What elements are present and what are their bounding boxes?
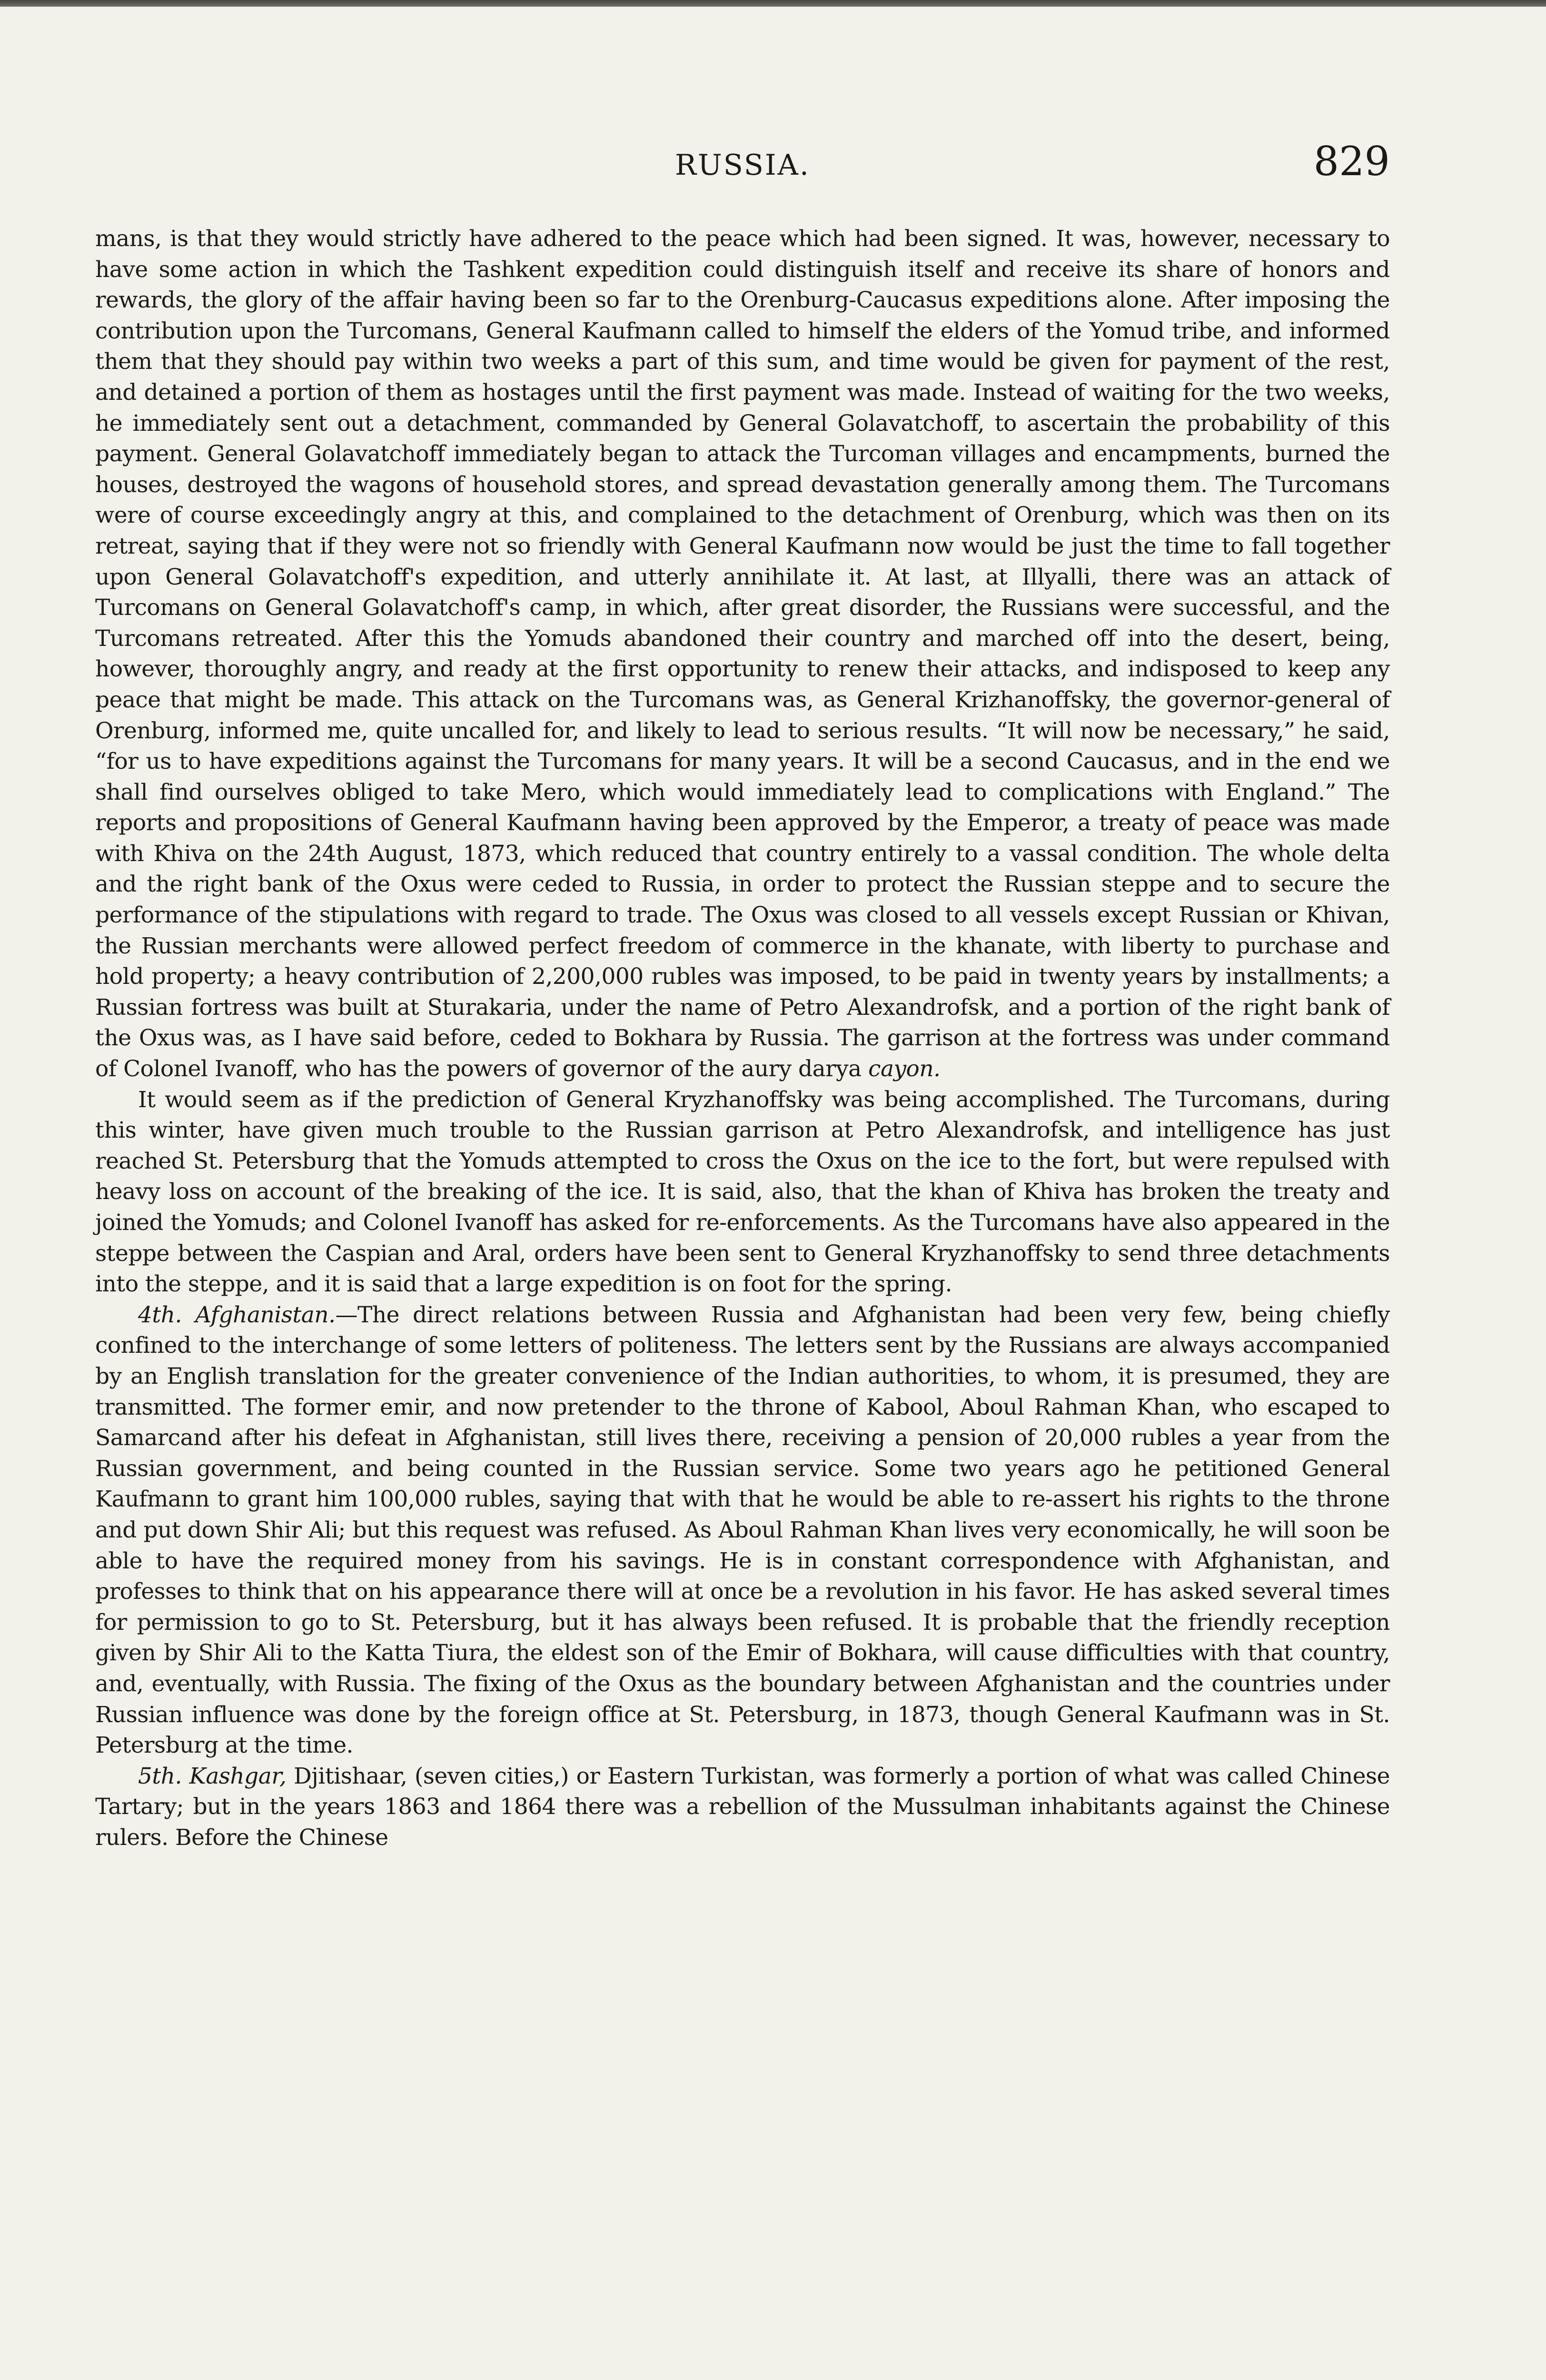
paragraph-kashgar-text: Djitishaar, (seven cities,) or Eastern Turkistan, was formerly a portion of what was called Chinese Tartary; but in the years 1863 and 1864 there was a rebellion of the Mussulman inhabitants against the Chinese rulers. Before the Chinese <box>95 1763 1390 1851</box>
running-head <box>95 138 1390 190</box>
section-heading-afghanistan: 4th. Afghanistan. <box>138 1301 336 1328</box>
paragraph-1-text: mans, is that they would strictly have adhered to the peace which had been signed. It was, however, necessary to have some action in which the Tashkent expedition could distinguish itself and receive its share of honors and rewards, the glory of the affair having been so far to the Orenburg-Caucasus expeditions alone. After imposing the contribution upon the Turcomans, General Kaufmann called to himself the elders of the Yomud tribe, and informed them that they should pay within two weeks a part of this sum, and time would be given for payment of the rest, and detained a portion of them as hostages until the first payment was made. Instead of waiting for the two weeks, he immediately sent out a detachment, commanded by General Golavatchoff, to ascertain the probability of this payment. General Golavatchoff immediately began to attack the Turcoman villages and encampments, burned the houses, destroyed the wagons of household stores, and spread devastation generally among them. The Turcomans were of course exceedingly angry at this, and complained to the detachment of Orenburg, which was then on its retreat, saying that if they were not so friendly with General Kaufmann now would be just the time to fall together upon General Golavatchoff's expedition, and utterly annihilate it. At last, at Illyalli, there was an attack of Turcomans on General Golavatchoff's camp, in which, after great disorder, the Russians were successful, and the Turcomans retreated. After this the Yomuds abandoned their country and marched off into the desert, being, however, thoroughly angry, and ready at the first opportunity to renew their attacks, and indisposed to keep any peace that might be made. This attack on the Turcomans was, as General Krizhanoffsky, the governor-general of Orenburg, informed me, quite uncalled for, and likely to lead to serious results. “It will now be necessary,” he said, “for us to have expeditions against the Turcomans for many years. It will be a second Caucasus, and in the end we shall find ourselves obliged to take Mero, which would immediately lead to complications with England.” The reports and propositions of General Kaufmann having been approved by the Emperor, a treaty of peace was made with Khiva on the 24th August, 1873, which reduced that country entirely to a vassal condition. The whole delta and the right bank of the Oxus were ceded to Russia, in order to protect the Russian steppe and to secure the performance of the stipulations with regard to trade. The Oxus was closed to all vessels except Russian or Khivan, the Russian merchants were allowed perfect freedom of commerce in the khanate, with liberty to purchase and hold property; a heavy contribution of 2,200,000 rubles was imposed, to be paid in twenty years by installments; a Russian fortress was built at Sturakaria, under the name of Petro Alexandrofsk, and a portion of the right bank of the Oxus was, as I have said before, ceded to Bokhara by Russia. The garrison at the fortress was under command of Colonel Ivanoff, who has the powers of governor of the aury darya <box>95 226 1390 1082</box>
paragraph-kashgar <box>95 1761 1390 1854</box>
paragraph-1 <box>95 224 1390 1085</box>
paragraph-2-text: It would seem as if the prediction of General Kryzhanoffsky was being accomplished. The Turcomans, during this winter, have given much trouble to the Russian garrison at Petro Alexandrofsk, and intelligence has just reached St. Petersburg that the Yomuds attempted to cross the Oxus on the ice to the fort, but were repulsed with heavy loss on account of the breaking of the ice. It is said, also, that the khan of Khiva has broken the treaty and joined the Yomuds; and Colonel Ivanoff has asked for re-enforcements. As the Turcomans have also appeared in the steppe between the Caspian and Aral, orders have been sent to General Kryzhanoffsky to send three detachments into the steppe, and it is said that a large expedition is on foot for the spring. <box>95 1086 1390 1298</box>
running-title: RUSSIA. <box>675 149 810 182</box>
body-text <box>95 224 1390 1853</box>
paragraph-afghanistan <box>95 1300 1390 1761</box>
section-heading-kashgar: 5th. Kashgar, <box>138 1763 287 1789</box>
top-edge-rule <box>0 0 1546 7</box>
paragraph-afghanistan-text: —The direct relations between Russia and Afghanistan had been very few, being chiefly confined to the interchange of some letters of politeness. The letters sent by the Russians are always accompanied by an English translation for the greater convenience of the Indian authorities, to whom, it is presumed, they are transmitted. The former emir, and now pretender to the throne of Kabool, Aboul Rahman Khan, who escaped to Samarcand after his defeat in Afghanistan, still lives there, receiving a pension of 20,000 rubles a year from the Russian government, and being counted in the Russian service. Some two years ago he petitioned General Kaufmann to grant him 100,000 rubles, saying that with that he would be able to re-assert his rights to the throne and put down Shir Ali; but this request was refused. As Aboul Rahman Khan lives very economically, he will soon be able to have the required money from his savings. He is in constant correspondence with Afghanistan, and professes to think that on his appearance there will at once be a revolution in his favor. He has asked several times for permission to go to St. Petersburg, but it has always been refused. It is probable that the friendly reception given by Shir Ali to the Katta Tiura, the eldest son of the Emir of Bokhara, will cause difficulties with that country, and, eventually, with Russia. The fixing of the Oxus as the boundary between Afghanistan and the countries under Russian influence was done by the foreign office at St. Petersburg, in 1873, though General Kaufmann was in St. Petersburg at the time. <box>95 1301 1390 1759</box>
page-number: 829 <box>1313 138 1390 185</box>
paragraph-1-italic-word: cayon. <box>868 1056 941 1082</box>
paragraph-2 <box>95 1085 1390 1300</box>
